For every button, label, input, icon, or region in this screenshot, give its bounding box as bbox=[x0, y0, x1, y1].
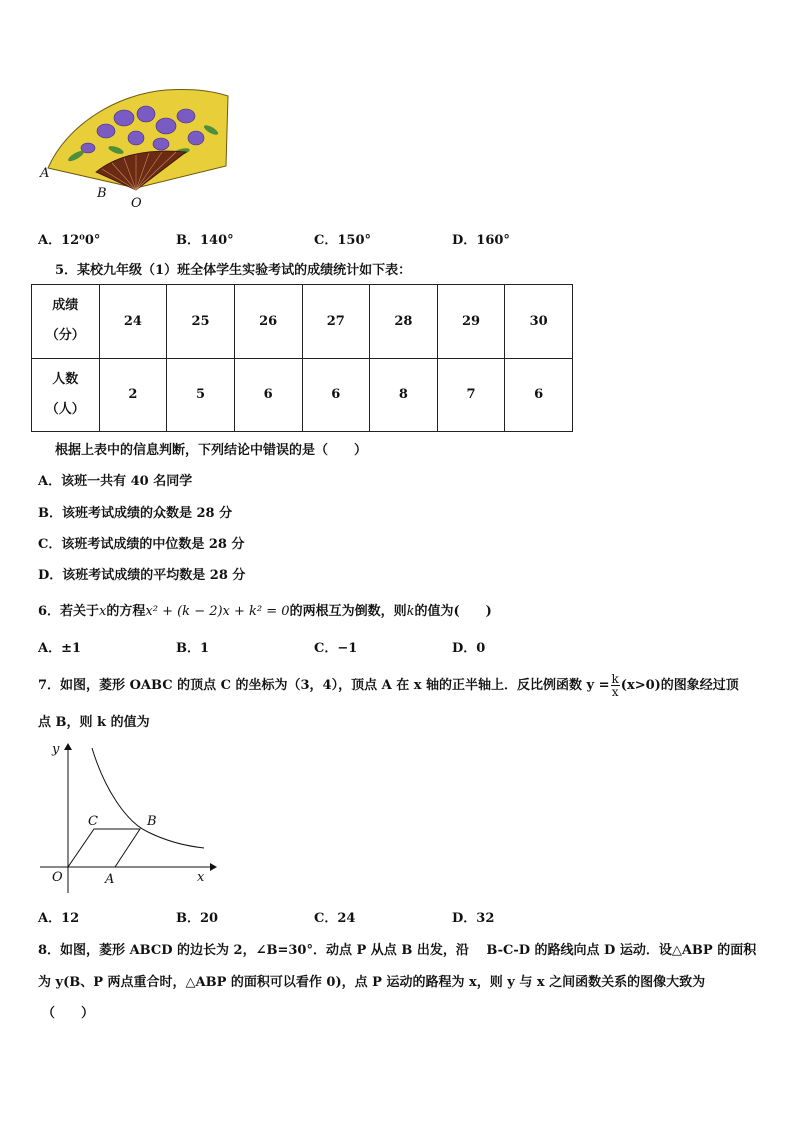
table-cell: 26 bbox=[234, 285, 302, 359]
table-cell: 7 bbox=[437, 358, 505, 432]
q7-label-y: y bbox=[52, 742, 60, 757]
hyperbola-curve bbox=[92, 748, 204, 848]
fan-label-b: B bbox=[97, 186, 107, 201]
q6-option-b[interactable]: B．1 bbox=[176, 641, 210, 656]
table-cell: 8 bbox=[370, 358, 438, 432]
q6-equation: x² + (k − 2)x + k² = 0 bbox=[145, 604, 290, 619]
q5-stem: 5．某校九年级（1）班全体学生实验考试的成绩统计如下表： bbox=[55, 263, 412, 278]
q8-stem-line2: 为 y(B、P 两点重合时，△ABP 的面积可以看作 0)，点 P 运动的路程为 x，则 y 与 x 之间函数关系的图像大致为 bbox=[38, 975, 706, 990]
table-cell: 6 bbox=[505, 358, 573, 432]
q6-option-c[interactable]: C．−1 bbox=[314, 641, 358, 656]
q7-stem-line1: 7．如图，菱形 OABC 的顶点 C 的坐标为（3，4），顶点 A 在 x 轴的正半轴上．反比例函数 y = $\frac{k}{x}$ (x>0)的图象经过顶 bbox=[38, 672, 739, 699]
table-cell: 30 bbox=[505, 285, 573, 359]
table-cell: 6 bbox=[302, 358, 370, 432]
table-cell: 6 bbox=[234, 358, 302, 432]
q5-option-a[interactable]: A．该班一共有 40 名同学 bbox=[38, 474, 193, 489]
table-cell: 24 bbox=[99, 285, 167, 359]
q7-label-a: A bbox=[105, 872, 115, 887]
q6-option-d[interactable]: D．0 bbox=[452, 641, 486, 656]
q7-label-c: C bbox=[88, 814, 98, 829]
q7-stem-line2: 点 B，则 k 的值为 bbox=[38, 715, 150, 730]
q8-stem-line3: （ ） bbox=[42, 1006, 95, 1021]
rhombus-oabc bbox=[68, 829, 140, 867]
q5-option-c[interactable]: C．该班考试成绩的中位数是 28 分 bbox=[38, 537, 245, 552]
q7-label-x: x bbox=[197, 870, 205, 885]
q7-fraction: $\frac{k}{x}$ bbox=[611, 672, 619, 699]
q4-option-c[interactable]: C．150° bbox=[314, 233, 371, 248]
table-cell: 5 bbox=[167, 358, 235, 432]
q7-option-a[interactable]: A．12 bbox=[38, 911, 80, 926]
table-row bbox=[32, 358, 573, 432]
q5-option-b[interactable]: B．该班考试成绩的众数是 28 分 bbox=[38, 506, 233, 521]
q6-option-a[interactable]: A．±1 bbox=[38, 641, 82, 656]
q6-stem: 6．若关于x的方程x² + (k − 2)x + k² = 0的两根互为倒数，则k的值为( ) bbox=[38, 604, 492, 619]
q7-option-c[interactable]: C．24 bbox=[314, 911, 356, 926]
table-cell: 27 bbox=[302, 285, 370, 359]
table-cell: 28 bbox=[370, 285, 438, 359]
fan-label-a: A bbox=[40, 166, 50, 181]
table-cell: 2 bbox=[99, 358, 167, 432]
table-cell: 25 bbox=[167, 285, 235, 359]
q6-var-k: k bbox=[406, 604, 415, 619]
q7-label-b: B bbox=[147, 814, 157, 829]
q6-var-x: x bbox=[99, 604, 107, 619]
q7-option-d[interactable]: D．32 bbox=[452, 911, 495, 926]
q4-option-b[interactable]: B．140° bbox=[176, 233, 234, 248]
count-header-cell: 人数 （人） bbox=[32, 358, 100, 432]
q8-stem-line1: 8．如图，菱形 ABCD 的边长为 2，∠B=30°．动点 P 从点 B 出发，沿 B-C-D 的路线向点 D 运动．设△ABP 的面积 bbox=[38, 943, 757, 958]
q4-option-d[interactable]: D．160° bbox=[452, 233, 510, 248]
score-table bbox=[31, 284, 573, 432]
table-row bbox=[32, 285, 573, 359]
q5-question: 根据上表中的信息判断，下列结论中错误的是（ ） bbox=[55, 443, 368, 458]
score-header-cell: 成绩 （分） bbox=[32, 285, 100, 359]
q7-option-b[interactable]: B．20 bbox=[176, 911, 219, 926]
fan-label-o: O bbox=[131, 196, 142, 211]
q7-label-o: O bbox=[52, 870, 63, 885]
q5-option-d[interactable]: D．该班考试成绩的平均数是 28 分 bbox=[38, 568, 246, 583]
table-cell: 29 bbox=[437, 285, 505, 359]
q4-option-a[interactable]: A．12⁰0° bbox=[38, 233, 101, 248]
